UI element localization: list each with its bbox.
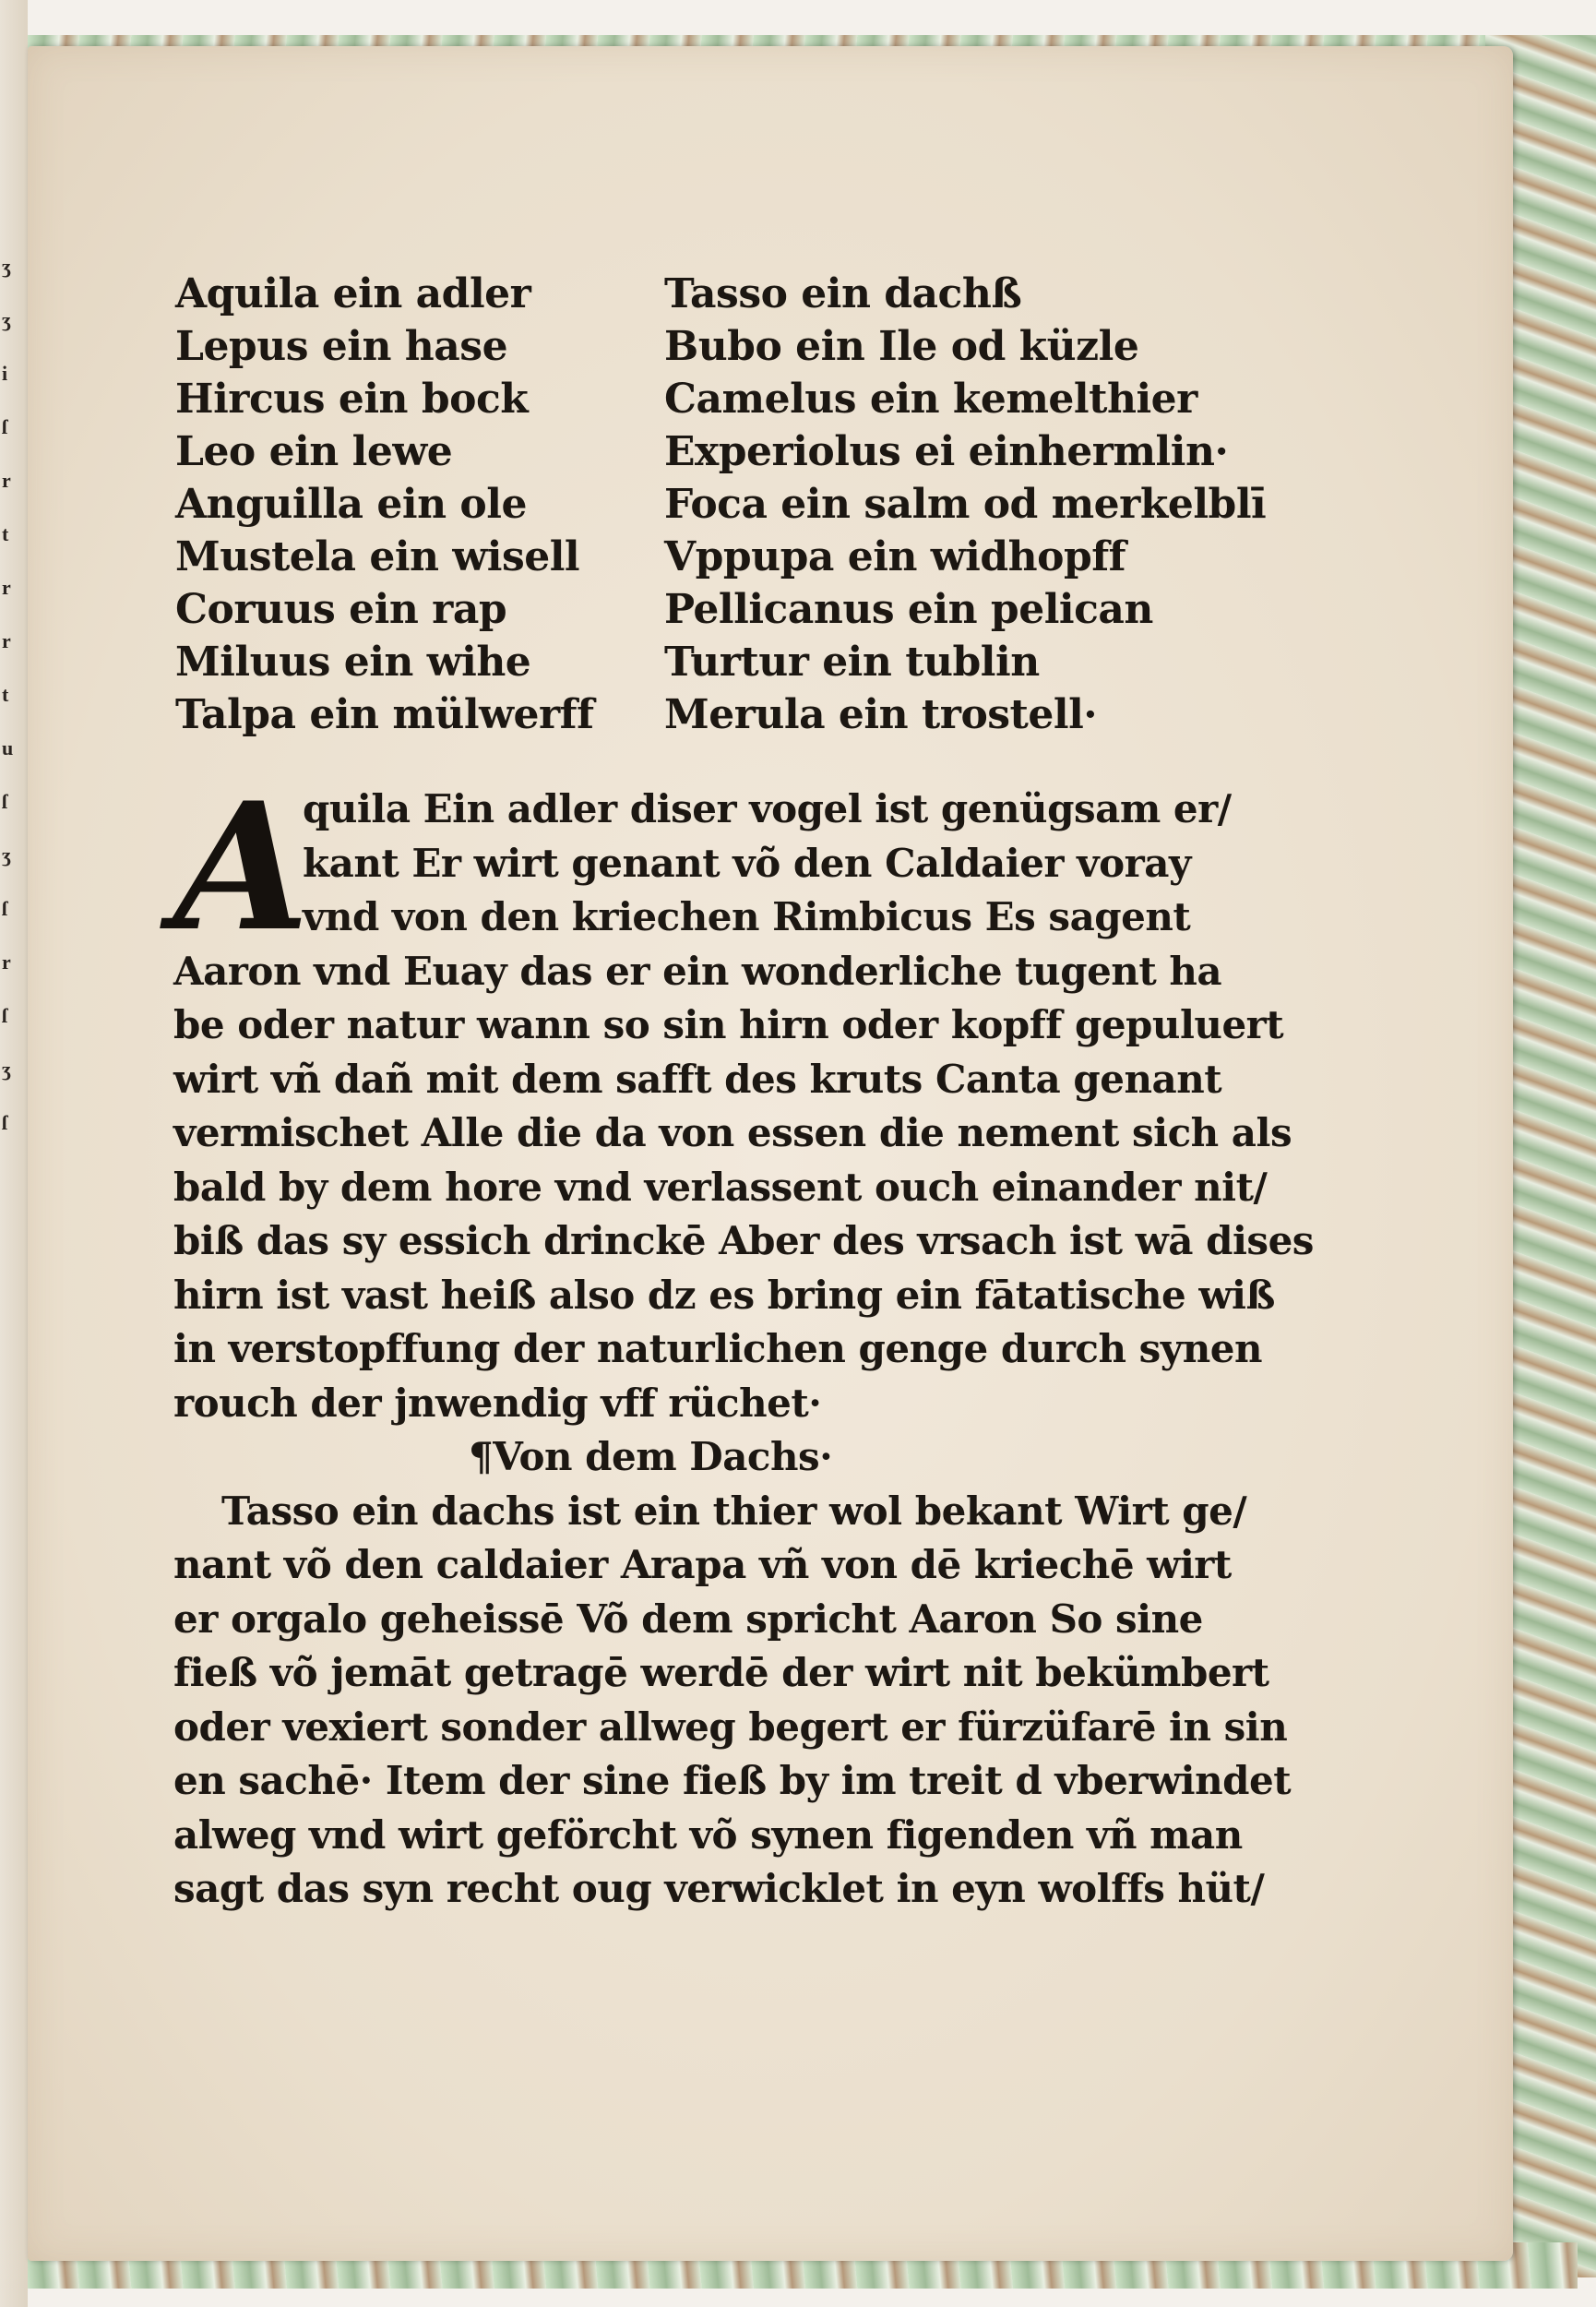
facing-page-fragment: ſ (2, 897, 8, 920)
facing-page-fragment: r (2, 950, 11, 974)
facing-page-fragment: ʒ (2, 255, 12, 278)
decorated-initial: A (173, 764, 310, 970)
vocab-entry: Mustela ein wisell (175, 533, 580, 580)
text-line: wirt vñ dañ mit dem safft des kruts Canta genant (173, 1056, 1222, 1102)
text-line: quila Ein adler diser vogel ist genügsam er/ (303, 786, 1232, 831)
vocab-entry: Merula ein trostell· (664, 691, 1098, 738)
vocab-entry: Coruus ein rap (175, 586, 507, 633)
facing-page-fragment: ʒ (2, 843, 12, 867)
facing-page-fragment: ſ (2, 1004, 8, 1027)
vocab-entry: Pellicanus ein pelican (664, 586, 1153, 633)
text-line: in verstopffung der naturlichen genge durch synen (173, 1326, 1262, 1371)
facing-page-fragment: r (2, 469, 11, 492)
text-line: be oder natur wann so sin hirn oder kopff gepuluert (173, 1002, 1284, 1047)
facing-page-fragments (2, 240, 24, 1150)
facing-page-fragment: ʒ (2, 308, 12, 331)
vocab-entry: Aquila ein adler (175, 270, 531, 317)
facing-page-fragment: r (2, 629, 11, 652)
vocab-entry: Turtur ein tublin (664, 639, 1040, 686)
text-line: alweg vnd wirt geförcht võ synen figenden vñ man (173, 1811, 1243, 1858)
text-line: fieß võ jemāt getragē werdē der wirt nit bekümbert (173, 1650, 1269, 1695)
facing-page-fragment: u (2, 736, 14, 759)
vocab-entry: Vppupa ein widhopff (664, 533, 1126, 580)
facing-page-fragment: t (2, 522, 9, 545)
facing-page-fragment: ſ (2, 790, 8, 813)
vocab-entry: Miluus ein wihe (175, 639, 531, 686)
facing-page-fragment: i (2, 362, 8, 385)
facing-page-edge (0, 0, 28, 2307)
vocab-entry: Bubo ein Ile od küzle (664, 323, 1139, 370)
text-line: Aaron vnd Euay das er ein wonderliche tugent ha (173, 948, 1222, 994)
vocab-entry: Leo ein lewe (175, 428, 453, 475)
text-line: bald by dem hore vnd verlassent ouch einander nit/ (173, 1164, 1268, 1210)
vocab-entry: Foca ein salm od merkelblī (664, 481, 1267, 528)
text-line: er orgalo geheissē Võ dem spricht Aaron So sine (173, 1596, 1203, 1642)
facing-page-fragment: ſ (2, 1111, 8, 1134)
facing-page-fragment: t (2, 683, 9, 706)
facing-page-fragment: ʒ (2, 1058, 12, 1081)
vocabulary-column-right (664, 268, 1267, 741)
text-line: Tasso ein dachs ist ein thier wol bekant Wirt ge/ (221, 1488, 1247, 1534)
text-line: nant võ den caldaier Arapa vñ von dē kriechē wirt (173, 1542, 1232, 1587)
text-line: sagt das syn recht oug verwicklet in eyn wolffs hüt/ (173, 1866, 1265, 1911)
text-line: oder vexiert sonder allweg begert er fürzüfarē in sin (173, 1703, 1288, 1750)
text-line: vermischet Alle die da von essen die nement sich als (173, 1110, 1292, 1155)
text-line: rouch der jnwendig vff rüchet· (173, 1380, 822, 1426)
vocab-entry: Anguilla ein ole (175, 481, 527, 528)
vocabulary-column-left (175, 268, 655, 741)
facing-page-fragment: r (2, 576, 11, 599)
vocab-entry: Lepus ein hase (175, 323, 508, 370)
vocab-entry: Tasso ein dachß (664, 270, 1022, 317)
vocab-entry: Talpa ein mülwerff (175, 691, 594, 738)
section-heading: ¶Von dem Dachs· (469, 1434, 833, 1479)
text-line: vnd von den kriechen Rimbicus Es sagent (303, 894, 1191, 939)
facing-page-fragment: ſ (2, 415, 8, 438)
text-line: biß das sy essich drinckē Aber des vrsach ist wā dises (173, 1218, 1314, 1263)
text-line: hirn ist vast heiß also dz es bring ein fātatische wiß (173, 1272, 1275, 1318)
text-line: en sachē· Item der sine fieß by im treit d vberwindet (173, 1758, 1292, 1803)
main-text (173, 764, 1314, 1917)
vocab-entry: Experiolus ei einhermlin· (664, 428, 1229, 475)
vocab-entry: Camelus ein kemelthier (664, 376, 1197, 423)
vocab-entry: Hircus ein bock (175, 376, 529, 423)
text-line: kant Er wirt genant võ den Caldaier voray (303, 840, 1191, 886)
